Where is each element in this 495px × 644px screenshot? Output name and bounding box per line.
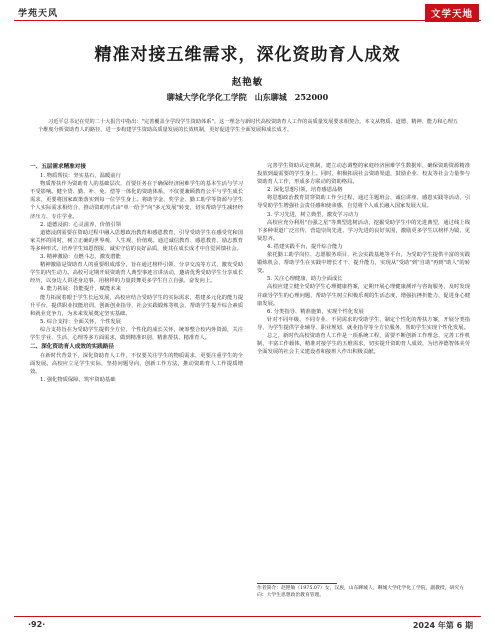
body-paragraph: 高校应建立健全受助学生心理健康档案，定期开展心理健康测评与咨询服务，及时发现并疏导学生的心理问题，帮助学生树立积极乐观的生活态度，增强抗挫折能力，促进身心健康发展。 (257, 284, 470, 307)
journal-name: 学苑天风 (18, 9, 59, 19)
header-rule (14, 20, 481, 21)
right-column (257, 162, 470, 356)
body-paragraph: 4. 能力拓展：技能提升，赋能未来 (40, 286, 121, 293)
body-paragraph: 2. 道德浸润：心灵滋养，价值引领 (40, 221, 121, 228)
page-number: ·92· (28, 620, 46, 629)
left-column (30, 162, 243, 385)
article-author: 赵艳敏 (231, 77, 264, 88)
body-paragraph: 物质帮扶作为资助育人的基础层次，首要任务在于确保经济困难学生的基本生活与学习不受影响。健全贷、勤、补、免、偿等一体化的资助体系，不仅要兼顾教育公平与学生成长需求，更要将国家政策落实到每一位学生身上。将助学金、奖学金、勤工助学等资源与学生个人实际需求相结合，推动资助形式由"单一给予"向"多元发展"转变，切实帮助学生减轻经济压力、专注学业。 (30, 181, 243, 220)
body-paragraph: 1. 强化物质保障，筑牢资助基础 (40, 377, 116, 384)
body-paragraph: 高校应充分利用"自强之星"等典型选树活动，挖掘受助学生中的先进典型，通过线上线下多种渠道广泛宣传，营造崇尚先进、学习先进的良好氛围，激励更多学生以榜样为镜、见贤思齐。 (257, 219, 470, 242)
body-paragraph: 将思想政治教育贯穿资助工作全过程，通过主题班会、诚信讲座、感恩实践等活动，引导受助学生增强社会责任感和使命感，自觉将个人成长融入国家发展大局。 (257, 195, 470, 210)
issue-label: 2024 年第 6 期 (412, 621, 473, 630)
body-paragraph: 总之，新时代高校资助育人工作是一项系统工程，需要不断创新工作理念、完善工作机制、丰富工作载体，精准对接学生的五维需求，切实提升资助育人成效，为培养德智体美劳全面发展的社会主义建设者和接班人作出积极贡献。 (257, 332, 470, 356)
body-paragraph: 5. 综合支持：全面关怀，个性发展 (40, 318, 121, 325)
section-badge: 文学天地 (425, 4, 479, 22)
footnote-rule (257, 583, 337, 584)
section-heading: 一、五层需求精准对接 (30, 164, 86, 170)
body-paragraph: 3. 学习先进，树立典型，激发学习动力 (267, 211, 359, 218)
section-heading: 二、深化资助育人成效的实践路径 (30, 344, 114, 351)
footer-rule (14, 616, 481, 617)
body-paragraph: 完善学生资助认定机制，建立动态调整的家庭经济困难学生数据库，确保资助资源精准投放到最需要的学生身上。同时，积极拓展社会资助渠道，鼓励企业、校友等社会力量参与资助育人工作，形成多方联动的资助格局。 (257, 163, 470, 186)
body-paragraph: 依托勤工助学岗位、志愿服务项目、社会实践基地等平台，为受助学生提供丰富的实践锻炼机会，帮助学生在实践中增长才干、提升能力，实现从"受助"到"自助"再到"助人"的转变。 (257, 252, 470, 275)
article-abstract: 习近平总书记在党的二十大报告中指出："完善覆盖全学段学生资助体系"。这一理念与新时代高校资助育人工作的高质量发展要求相契合。本文从物质、道德、精神、能力和心理五个维度分析资助育人的路径，进一步构建学生资助高质量发展的长效机制，更好促进学生全面发展和成长成才。 (38, 119, 458, 133)
body-paragraph: 精神激励是资助育人的重要组成部分，旨在通过榜样引领、分享交流等方式，激发受助学生的内生动力。高校可定期开展资助育人典型事迹宣讲活动，邀请优秀受助学生分享成长经历，以身边人讲述身边事，用榜样的力量鼓舞更多学生自立自强、奋发向上。 (30, 262, 243, 285)
body-paragraph: 能力拓展着眼于学生长远发展，高校应结合受助学生的实际需求，搭建多元化的能力提升平台，提供职业技能培训、创新创业指导、社会实践锻炼等机会，帮助学生提升综合素质和就业竞争力，为未来发展奠定坚实基础。 (30, 294, 243, 317)
author-footnote: 作者简介：赵艳敏（1975.07）女，汉族，山东聊城人，聊城大学化学化工学院，副教授，研究方向：大学生思想政治教育管理。 (257, 586, 464, 598)
author-affiliation: 聊城大学化学化工学院 山东聊城 252000 (166, 92, 329, 102)
body-paragraph: 5. 关注心理健康，助力全面成长 (267, 276, 343, 283)
body-paragraph: 在新时代背景下，深化资助育人工作，不仅要关注学生的物质需求，更要注重学生的全面发展。高校应立足学生实际，坚持问题导向，创新工作方法，推动资助育人工作提质增效。 (30, 353, 243, 376)
body-paragraph: 4. 搭建实践平台，提升综合能力 (267, 243, 343, 250)
body-paragraph: 针对不同年级、不同专业、不同需求的受助学生，制定个性化的帮扶方案，开展分类指导，为学生提供学业辅导、职业规划、就业指导等全方位服务，帮助学生实现个性化发展。 (257, 316, 470, 331)
body-paragraph: 道德浸润需要在资助过程中融入思想政治教育和感恩教育，引导受助学生在感受党和国家关怀的同时，树立正确的世界观、人生观、价值观。通过诚信教育、感恩教育、励志教育等多种形式，培养学生知恩图报、诚实守信的良好品质，使其在成长成才中自觉回馈社会。 (30, 229, 243, 252)
body-paragraph: 1. 物质帮扶：坚实基石，温暖前行 (40, 173, 121, 180)
body-paragraph: 6. 分类指导、精准施策，实现个性化发展 (267, 308, 364, 315)
body-paragraph: 2. 深化思想引领，培育感恩品格 (267, 187, 343, 194)
body-paragraph: 3. 精神激励：点燃斗志，激发潜能 (40, 254, 121, 261)
body-paragraph: 综合支持旨在为受助学生提供全方位、个性化的成长关怀，统筹整合校内外资源，关注学生学业、生活、心理等多方面需求，做到精准识别、精准帮扶、精准育人。 (30, 326, 243, 341)
article-title: 精准对接五维需求，深化资助育人成效 (94, 45, 401, 65)
